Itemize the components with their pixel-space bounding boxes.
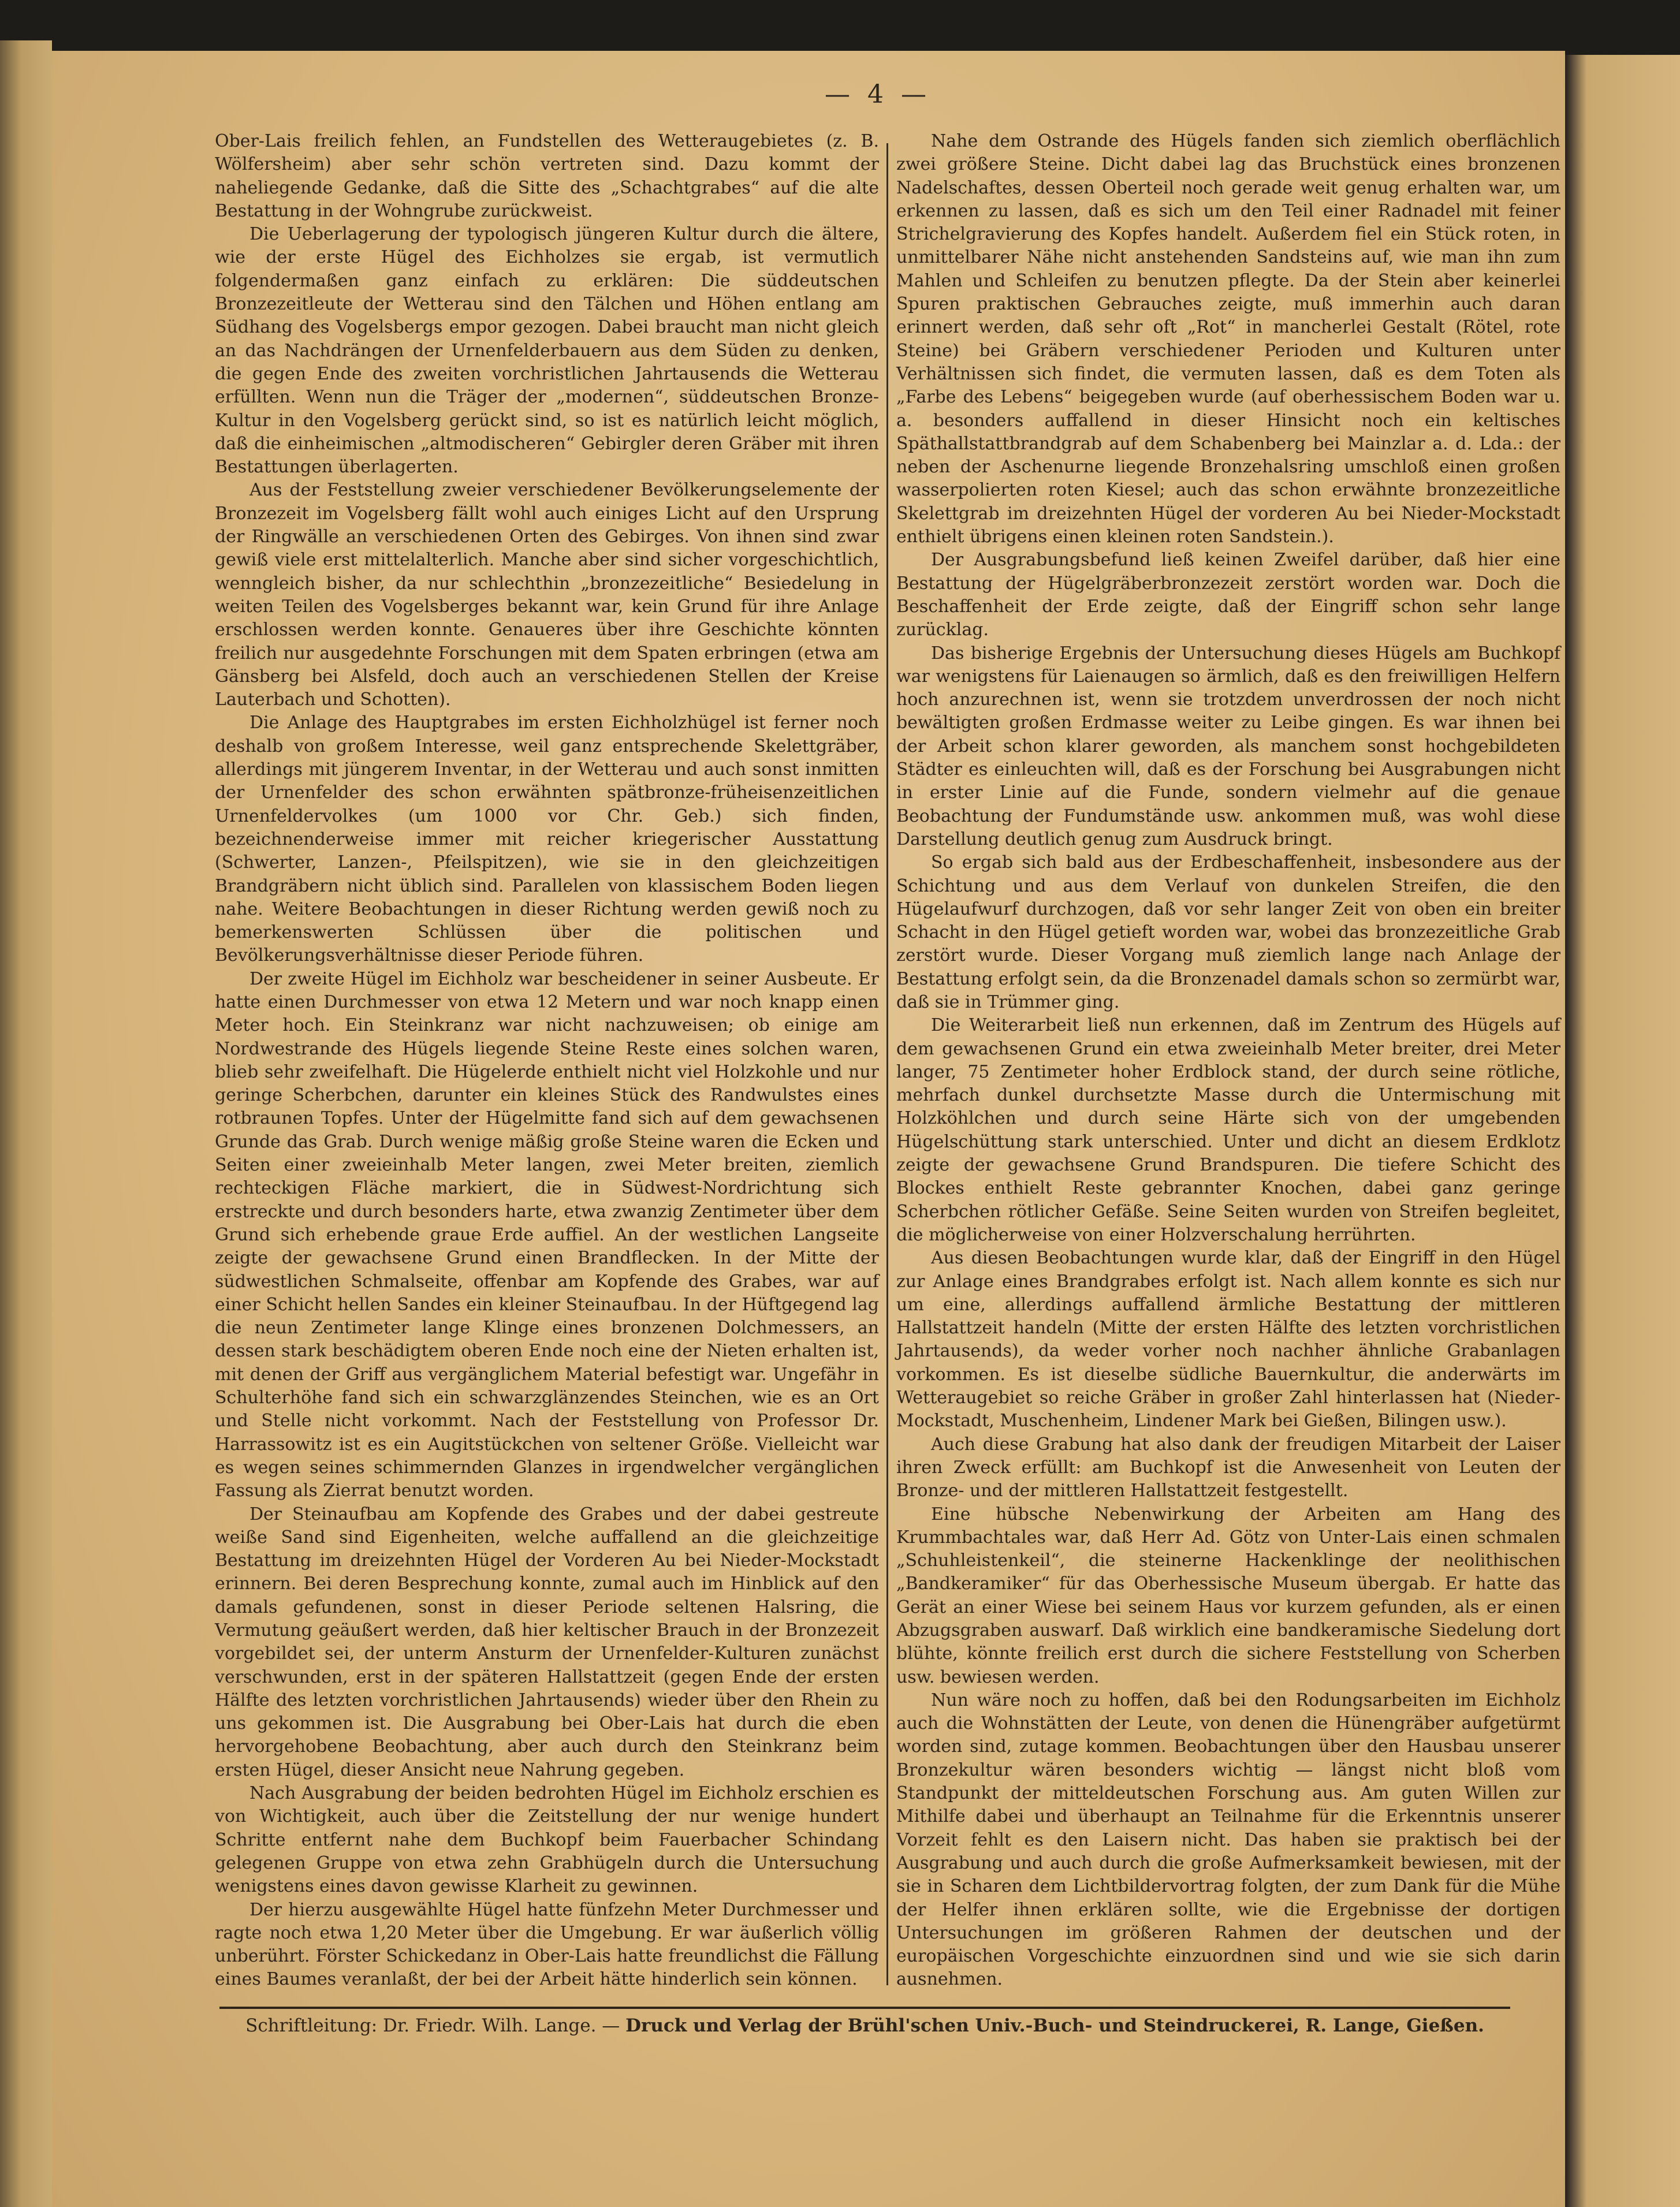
- footer-editor: Schriftleitung: Dr. Friedr. Wilh. Lange. —: [245, 2015, 620, 2036]
- left-paragraph-8: Der hierzu ausgewählte Hügel hatte fünfzehn Meter Durchmesser und ragte noch etwa 1,20 Meter über die Umgebung. Er war äußerlich völlig unberührt. Förster Schickedanz in Ober-Lais hatte freundlichst die Fällung eines Baumes veranlaßt, der bei der Arbeit hätte hinderlich sein können.: [215, 1899, 879, 1990]
- right-paragraph-4: So ergab sich bald aus der Erdbeschaffenheit, insbesondere aus der Schichtung und aus dem Verlauf von dunkelen Streifen, die den Hügelaufwurf durchzogen, daß vor sehr langer Zeit von oben ein breiter Schacht in den Hügel getieft worden war, wobei das bronzezeitliche Grab zerstört wurde. Dieser Vorgang muß ziemlich lange nach Anlage der Bestattung erfolgt sein, da die Bronzenadel damals schon so zermürbt war, daß sie in Trümmer ging.: [896, 852, 1560, 1012]
- left-paragraph-6: Der Steinaufbau am Kopfende des Grabes und der dabei gestreute weiße Sand sind Eigenheiten, welche auffallend an die gleichzeitige Bestattung im dreizehnten Hügel der Vorderen Au bei Nieder-Mockstadt erinnern. Bei deren Besprechung konnte, zumal auch im Hinblick auf den damals gefundenen, sonst in dieser Periode seltenen Halsring, die Vermutung geäußert werden, daß hier keltischer Brauch in der Bronzezeit vorgebildet sei, der unterm Ansturm der Urnenfelder-Kulturen zunächst verschwunden, erst in der späteren Hallstattzeit (gegen Ende der ersten Hälfte des letzten vorchristlichen Jahrtausends) wieder über den Rhein zu uns gekommen ist. Die Ausgrabung bei Ober-Lais hat durch die eben hervorgehobene Beobachtung, aber auch durch den Steinkranz beim ersten Hügel, dieser Ansicht neue Nahrung gegeben.: [215, 1504, 879, 1780]
- left-paragraph-7: Nach Ausgrabung der beiden bedrohten Hügel im Eichholz erschien es von Wichtigkeit, auch über die Zeitstellung der nur wenige hundert Schritte entfernt nahe dem Buchkopf beim Fauerbacher Schindang gelegenen Gruppe von etwa zehn Grabhügeln durch die Untersuchung wenigstens eines davon gewisse Klarheit zu gewinnen.: [215, 1783, 879, 1897]
- imprint-footer: [219, 2015, 1510, 2036]
- article-column-right: [896, 130, 1560, 1992]
- page-number: — 4 —: [825, 80, 931, 109]
- left-paragraph-1: Ober-Lais freilich fehlen, an Fundstellen des Wetteraugebietes (z. B. Wölfersheim) aber sehr schön vertreten sind. Dazu kommt der naheliegende Gedanke, daß die Sitte des „Schachtgrabes“ auf die alte Bestattung in der Wohngrube zurückweist.: [215, 131, 879, 221]
- adjacent-page-edge: [1566, 55, 1680, 2207]
- right-paragraph-2: Der Ausgrabungsbefund ließ keinen Zweifel darüber, daß hier eine Bestattung der Hügelgräberbronzezeit zerstört worden war. Doch die Beschaffenheit der Erde zeigte, daß der Eingriff schon sehr lange zurücklag.: [896, 550, 1560, 640]
- right-paragraph-5: Die Weiterarbeit ließ nun erkennen, daß im Zentrum des Hügels auf dem gewachsenen Grund ein etwa zweieinhalb Meter breiter, drei Meter langer, 75 Zentimeter hoher Erdblock stand, der durch seine rötliche, mehrfach dunkel durchsetzte Masse durch die Untermischung mit Holzköhlchen und durch seine Härte sich von der umgebenden Hügelschüttung stark unterschied. Unter und dicht an diesem Erdklotz zeigte der gewachsene Grund Brandspuren. Die tiefere Schicht des Blockes enthielt Reste gebrannter Knochen, dabei ganz geringe Scherbchen rötlicher Gefäße. Seine Seiten wurden von Streifen begleitet, die möglicherweise von einer Holzverschalung herrührten.: [896, 1015, 1560, 1245]
- left-paragraph-5: Der zweite Hügel im Eichholz war bescheidener in seiner Ausbeute. Er hatte einen Durchmesser von etwa 12 Metern und war noch knapp einen Meter hoch. Ein Steinkranz war nicht nachzuweisen; ob einige am Nordwestrande des Hügels liegende Steine Reste eines solchen waren, blieb sehr zweifelhaft. Die Hügelerde enthielt nicht viel Holzkohle und nur geringe Scherbchen, darunter ein kleines Stück des Randwulstes eines rotbraunen Topfes. Unter der Hügelmitte fand sich auf dem gewachsenen Grunde das Grab. Durch wenige mäßig große Steine waren die Ecken und Seiten einer zweieinhalb Meter langen, zwei Meter breiten, ziemlich rechteckigen Fläche markiert, die in Südwest-Nordrichtung sich erstreckte und durch besonders harte, etwa zwanzig Zentimeter über dem Grund sich erhebende graue Erde auffiel. An der westlichen Langseite zeigte der gewachsene Grund einen Brandflecken. In der Mitte der südwestlichen Schmalseite, offenbar am Kopfende des Grabes, war auf einer Schicht hellen Sandes ein kleiner Steinaufbau. In der Hüftgegend lag die neun Zentimeter lange Klinge eines bronzenen Dolchmessers, an dessen stark beschädigtem oberen Ende noch eine der Nieten erhalten ist, mit denen der Griff aus vergänglichem Material befestigt war. Ungefähr in Schulterhöhe fand sich ein schwarzglänzendes Steinchen, wie es an Ort und Stelle nicht vorkommt. Nach der Feststellung von Professor Dr. Harrassowitz ist es ein Augitstückchen von seltener Größe. Vielleicht war es wegen seines schimmernden Glanzes in irgendwelcher vergänglichen Fassung als Zierrat benutzt worden.: [215, 968, 879, 1501]
- book-binding-edge: [0, 40, 52, 2207]
- right-paragraph-3: Das bisherige Ergebnis der Untersuchung dieses Hügels am Buchkopf war wenigstens für Laienaugen so ärmlich, daß es den freiwilligen Helfern hoch anzurechnen ist, wenn sie trotzdem unverdrossen der noch nicht bewältigten großen Erdmasse weiter zu Leibe gingen. Es war ihnen bei der Arbeit schon klarer geworden, als manchem sonst hochgebildeten Städter es einleuchten will, daß es der Forschung bei Ausgrabungen nicht in erster Linie auf die Funde, sondern vielmehr auf die genaue Beobachtung der Fundumstände usw. ankommen muß, was wohl diese Darstellung deutlich genug zum Ausdruck bringt.: [896, 643, 1560, 849]
- footer-publisher: Druck und Verlag der Brühl'schen Univ.-Buch- und Steindruckerei, R. Lange, Gießen.: [625, 2015, 1484, 2036]
- left-paragraph-3: Aus der Feststellung zweier verschiedener Bevölkerungselemente der Bronzezeit im Vogelsberg fällt wohl auch einiges Licht auf den Ursprung der Ringwälle an verschiedenen Orten des Gebirges. Von ihnen sind zwar gewiß viele erst mittelalterlich. Manche aber sind sicher vorgeschichtlich, wenngleich bisher, da nur schlechthin „bronzezeitliche“ Besiedelung in weiten Teilen des Vogelsberges bekannt war, kein Grund für ihre Anlage erschlossen werden konnte. Genaueres über ihre Geschichte könnten freilich nur ausgedehnte Forschungen mit dem Spaten erbringen (etwa am Gänsberg bei Alsfeld, doch auch an verschiedenen Stellen der Kreise Lauterbach und Schotten).: [215, 480, 879, 710]
- footer-rule: [219, 2007, 1510, 2009]
- left-paragraph-4: Die Anlage des Hauptgrabes im ersten Eichholzhügel ist ferner noch deshalb von großem Interesse, weil ganz entsprechende Skelettgräber, allerdings mit jüngerem Inventar, in der Wetterau und auch sonst inmitten der Urnenfelder des schon erwähnten spätbronze-früheisenzeitlichen Urnenfeldervolkes (um 1000 vor Chr. Geb.) sich finden, bezeichnenderweise immer mit reicher kriegerischer Ausstattung (Schwerter, Lanzen-, Pfeilspitzen), wie sie in den gleichzeitigen Brandgräbern nicht üblich sind. Parallelen von klassischem Boden liegen nahe. Weitere Beobachtungen in dieser Richtung werden gewiß noch zu bemerkenswerten Schlüssen über die politischen und Bevölkerungsverhältnisse dieser Periode führen.: [215, 713, 879, 966]
- left-paragraph-2: Die Ueberlagerung der typologisch jüngeren Kultur durch die ältere, wie der erste Hügel des Eichholzes sie ergab, ist vermutlich folgendermaßen ganz einfach zu erklären: Die süddeutschen Bronzezeitleute der Wetterau sind den Tälchen und Höhen entlang am Südhang des Vogelsbergs empor gezogen. Dabei braucht man nicht gleich an das Nachdrängen der Urnenfelderbauern aus dem Süden zu denken, die gegen Ende des zweiten vorchristlichen Jahrtausends die Wetterau erfüllten. Wenn nun die Träger der „modernen“, süddeutschen Bronze-Kultur in den Vogelsberg gerückt sind, so ist es natürlich leicht möglich, daß die einheimischen „altmodischeren“ Gebirgler deren Gräber mit ihren Bestattungen überlagerten.: [215, 224, 879, 478]
- scanner-background: [0, 0, 1680, 55]
- right-paragraph-7: Auch diese Grabung hat also dank der freudigen Mitarbeit der Laiser ihren Zweck erfüllt: am Buchkopf ist die Anwesenheit von Leuten der Bronze- und der mittleren Hallstattzeit festgestellt.: [896, 1434, 1560, 1501]
- right-paragraph-9: Nun wäre noch zu hoffen, daß bei den Rodungsarbeiten im Eichholz auch die Wohnstätten der Leute, von denen die Hünengräber aufgetürmt worden sind, zutage kommen. Beobachtungen über den Hausbau unserer Bronzekultur wären besonders wichtig — längst nicht bloß vom Standpunkt der mitteldeutschen Forschung aus. Am guten Willen zur Mithilfe dabei und überhaupt an Teilnahme für die Erkenntnis unserer Vorzeit fehlt es den Laisern nicht. Das haben sie praktisch bei der Ausgrabung und auch durch die große Aufmerksamkeit bewiesen, mit der sie in Scharen dem Lichtbildervortrag folgten, der zum Dank für die Mühe der Helfer ihnen erklären sollte, wie die Ergebnisse der dortigen Untersuchungen im größeren Rahmen der deutschen und der europäischen Vorgeschichte einzuordnen sind und wie sie sich darin ausnehmen.: [896, 1690, 1560, 1990]
- right-paragraph-8: Eine hübsche Nebenwirkung der Arbeiten am Hang des Krummbachtales war, daß Herr Ad. Götz von Unter-Lais einen schmalen „Schuhleistenkeil“, die steinerne Hackenklinge der neolithischen „Bandkeramiker“ für das Oberhessische Museum übergab. Er hatte das Gerät an einer Wiese bei seinem Haus vor kurzem gefunden, als er einen Abzugsgraben auswarf. Daß wirklich eine bandkeramische Siedelung dort blühte, könnte freilich erst durch die sichere Feststellung von Scherben usw. bewiesen werden.: [896, 1504, 1560, 1687]
- right-paragraph-6: Aus diesen Beobachtungen wurde klar, daß der Eingriff in den Hügel zur Anlage eines Brandgrabes erfolgt ist. Nach allem konnte es sich nur um eine, allerdings auffallend ärmliche Bestattung der mittleren Hallstattzeit handeln (Mitte der ersten Hälfte des letzten vorchristlichen Jahrtausends), da weder vorher noch nachher ähnliche Grabanlagen vorkommen. Es ist dieselbe südliche Bauernkultur, die anderwärts im Wetteraugebiet so reiche Gräber in großer Zahl hinterlassen hat (Nieder-Mockstadt, Muschenheim, Lindener Mark bei Gießen, Bilingen usw.).: [896, 1248, 1560, 1431]
- column-divider: [886, 143, 888, 1985]
- article-column-left: [215, 130, 879, 1992]
- right-paragraph-1: Nahe dem Ostrande des Hügels fanden sich ziemlich oberflächlich zwei größere Steine. Dicht dabei lag das Bruchstück eines bronzenen Nadelschaftes, dessen Oberteil noch gerade weit genug erhalten war, um erkennen zu lassen, daß es sich um den Teil einer Radnadel mit feiner Strichelgravierung des Kopfes handelt. Außerdem fiel ein Stück roten, in unmittelbarer Nähe nicht anstehenden Sandsteins auf, wie man ihn zum Mahlen und Schleifen zu benutzen pflegte. Da der Stein aber keinerlei Spuren praktischen Gebrauches zeigte, muß immerhin auch daran erinnert werden, daß sehr oft „Rot“ in mancherlei Gestalt (Rötel, rote Steine) bei Gräbern verschiedener Perioden und Kulturen unter Verhältnissen sich findet, die vermuten lassen, daß es dem Toten als „Farbe des Lebens“ beigegeben wurde (auf oberhessischem Boden war u. a. besonders auffallend in dieser Hinsicht noch ein keltisches Späthallstattbrandgrab auf dem Schabenberg bei Mainzlar a. d. Lda.: der neben der Aschenurne liegende Bronzehalsring umschloß einen großen wasserpolierten roten Kiesel; auch das schon erwähnte bronzezeitliche Skelettgrab im dreizehnten Hügel der vorderen Au bei Nieder-Mockstadt enthielt übrigens einen kleinen roten Sandstein.).: [896, 131, 1560, 547]
